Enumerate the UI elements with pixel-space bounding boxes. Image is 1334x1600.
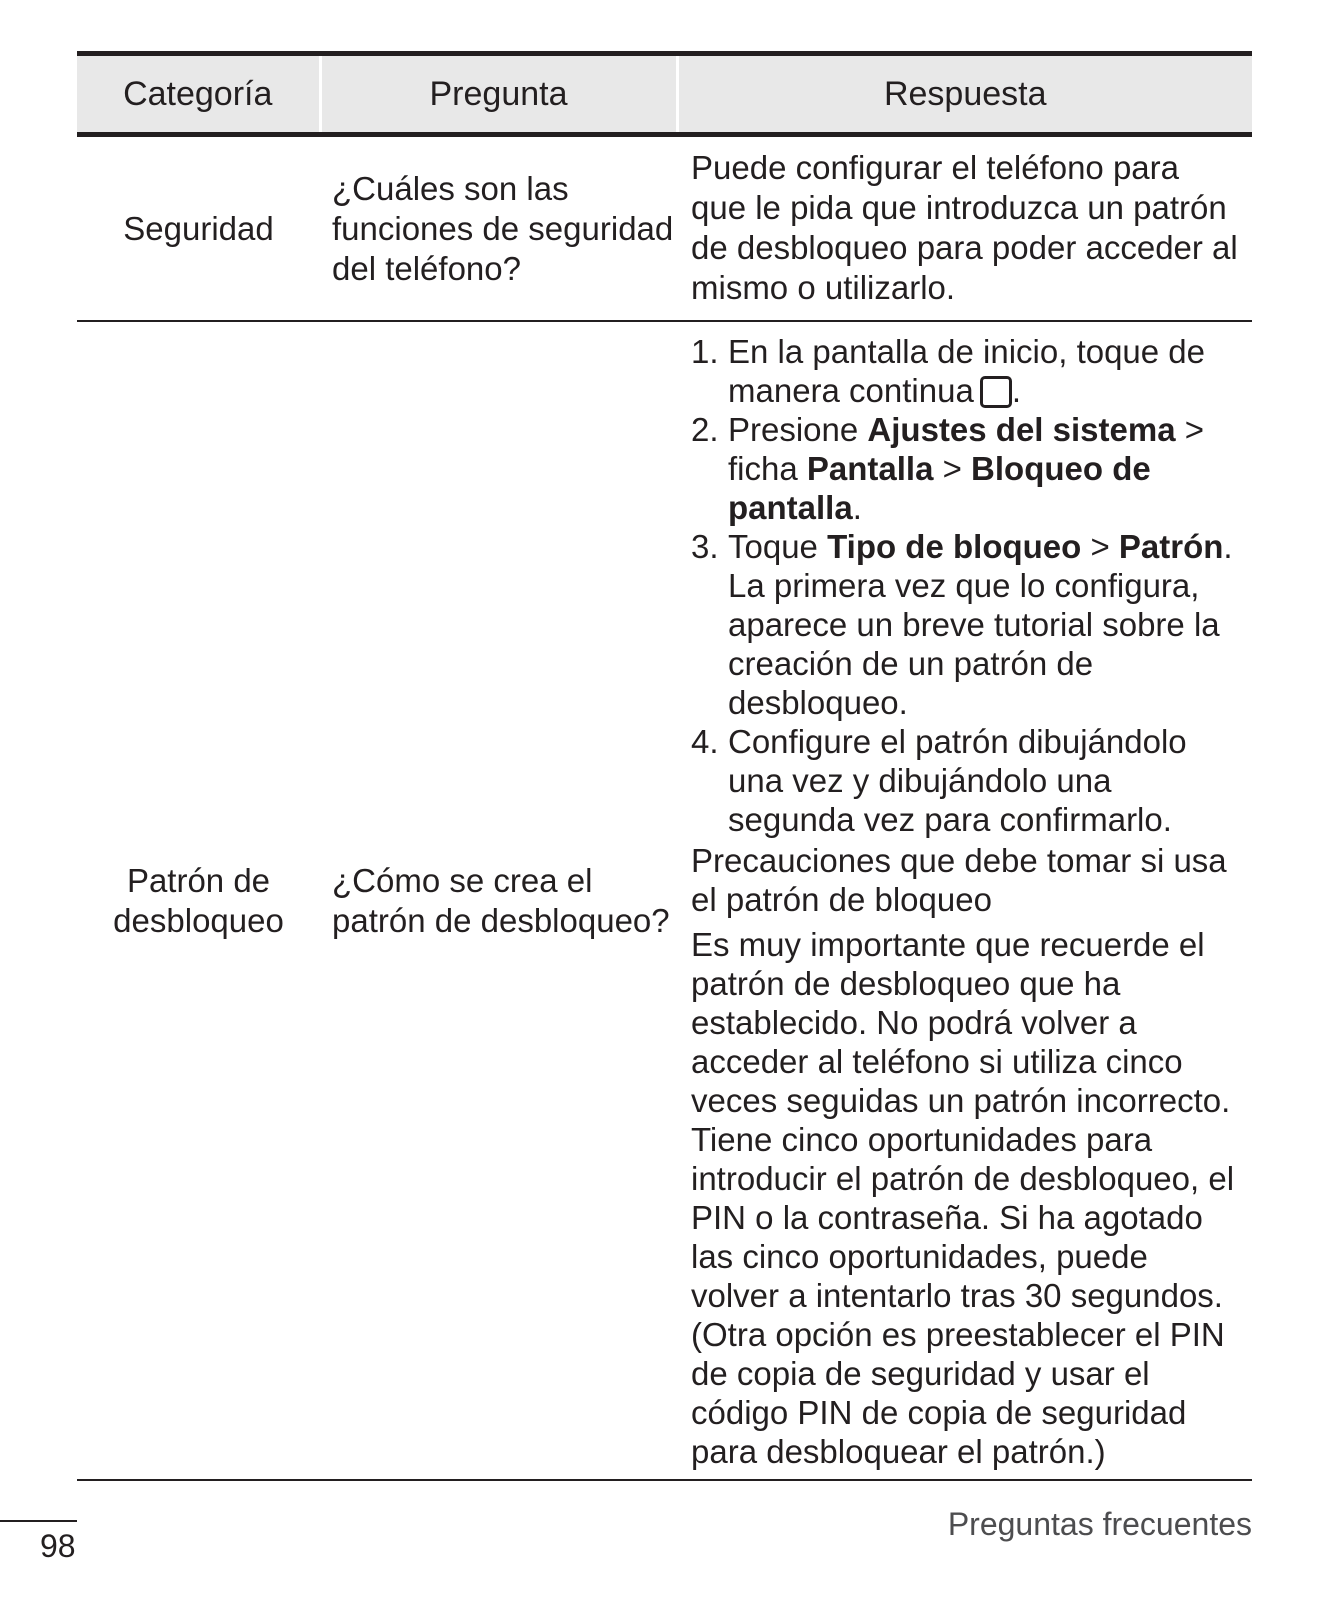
step-item <box>691 332 1242 410</box>
faq-table <box>77 51 1252 1481</box>
page-number: 98 <box>40 1528 76 1564</box>
recent-apps-square-icon <box>980 376 1012 408</box>
step-text: > <box>933 450 972 487</box>
header-categoria: Categoría <box>77 54 320 135</box>
table-row <box>77 321 1252 1480</box>
category-line: desbloqueo <box>113 901 284 939</box>
step-text: . La primera vez que lo configura, aparece un breve tutorial sobre la creación de un patrón de desbloqueo. <box>728 528 1233 721</box>
step-number: 4. <box>691 723 719 760</box>
step-item <box>691 410 1242 527</box>
step-bold-term: Tipo de bloqueo <box>827 528 1082 565</box>
question-cell: ¿Cuáles son las funciones de seguridad del teléfono? <box>320 135 677 322</box>
header-respuesta: Respuesta <box>677 54 1252 135</box>
step-bold-term: Pantalla <box>806 450 934 487</box>
step-number: 2. <box>691 411 719 448</box>
step-text: Toque <box>728 528 828 565</box>
step-text: Presione <box>728 411 868 448</box>
answer-cell <box>677 321 1252 1480</box>
table-header-row <box>77 54 1252 135</box>
precautions-body: Es muy importante que recuerde el patrón de desbloqueo que ha establecido. No podrá volver a acceder al teléfono si utiliza cinco veces seguidas un patrón incorrecto. Tiene cinco oportunidades para introducir el patrón de desbloqueo, el PIN o la contraseña. Si ha agotado las cinco oportunidades, puede volver a intentarlo tras 30 segundos. (Otra opción es preestablecer el PIN de copia de seguridad y usar el código PIN de copia de seguridad para desbloquear el patrón.) <box>691 926 1235 1470</box>
step-text: > ficha <box>728 411 1205 487</box>
step-text: > <box>1081 528 1119 565</box>
step-item <box>691 722 1242 839</box>
category-cell <box>77 321 320 1480</box>
step-end: . <box>852 489 862 526</box>
header-pregunta: Pregunta <box>320 54 677 135</box>
footer-rule <box>0 1520 77 1522</box>
footer-section-title: Preguntas frecuentes <box>947 1506 1252 1542</box>
precautions-title: Precauciones que debe tomar si usa el patrón de bloqueo <box>691 842 1227 918</box>
step-number: 1. <box>691 333 719 370</box>
step-bold-term: Bloqueo de pantalla <box>728 450 1151 526</box>
step-bold-term: Ajustes del sistema <box>867 411 1176 448</box>
category-cell: Seguridad <box>77 135 320 322</box>
step-text: Configure el patrón dibujándolo una vez y dibujándolo una segunda vez para confirmarlo. <box>728 723 1187 838</box>
steps-list <box>691 332 1242 839</box>
step-text: En la pantalla de inicio, toque de manera continua <box>728 333 1206 409</box>
step-item <box>691 527 1242 722</box>
table-row <box>77 135 1252 322</box>
step-number: 3. <box>691 528 719 565</box>
question-cell: ¿Cómo se crea el patrón de desbloqueo? <box>320 321 677 1480</box>
category-line: Patrón de <box>126 861 271 899</box>
step-end: . <box>1011 372 1021 409</box>
step-bold-term: Patrón <box>1118 528 1224 565</box>
answer-cell: Puede configurar el teléfono para que le pida que introduzca un patrón de desbloqueo para poder acceder al mismo o utilizarlo. <box>677 135 1252 322</box>
